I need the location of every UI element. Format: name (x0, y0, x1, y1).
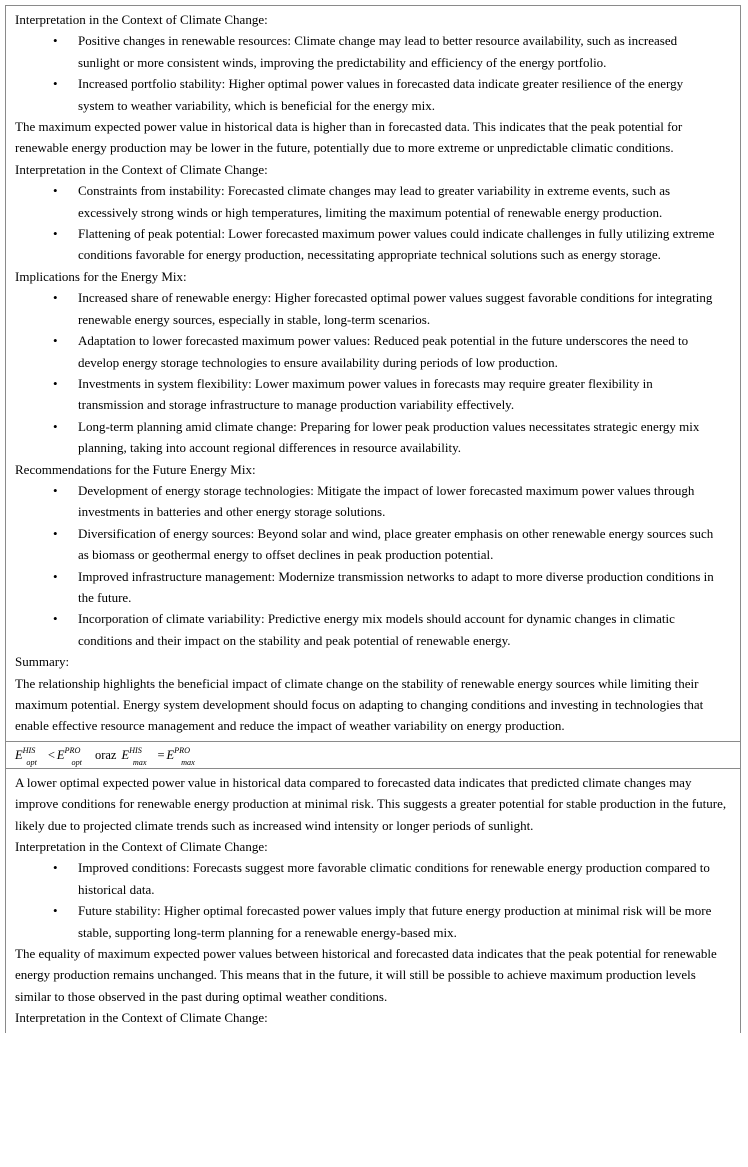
list-item-text: Constraints from instability: Forecasted climate changes may lead to greater variability in extreme events, such as excessively strong winds or high temperatures, limiting the maximum potential of renewable energy production. (78, 183, 671, 220)
formula-symbol-1: E (15, 747, 23, 762)
bullet-list (15, 480, 731, 651)
bullet-icon: • (53, 76, 58, 92)
formula-symbol-3: E (121, 747, 130, 762)
paragraph: The relationship highlights the beneficial impact of climate change on the stability of renewable energy sources while limiting their maximum potential. Energy system development should focus on adapting to changing conditions and investing in technologies that enable effective resource management and reduce the impact of weather variability on energy production. (15, 675, 704, 734)
paragraph: Summary: (15, 654, 70, 670)
list-item-text: Incorporation of climate variability: Predictive energy mix models should account for dynamic changes in climatic conditions and their impact on the stability and peak potential of renewable energy. (78, 611, 675, 648)
bullet-icon: • (53, 568, 58, 584)
formula-conjunction: oraz (94, 747, 117, 762)
list-item (15, 223, 731, 266)
formula-term-emaxpro (166, 745, 204, 768)
paragraph: Implications for the Energy Mix: (15, 268, 187, 284)
formula-operator-eq: = (157, 747, 165, 762)
list-item (15, 523, 731, 566)
table-cell-formula (6, 742, 740, 769)
list-item-text: Increased portfolio stability: Higher optimal power values in forecasted data indicate greater resilience of the energy system to weather variability, which is beneficial for the energy mix. (78, 76, 684, 113)
list-item (15, 287, 731, 330)
formula-term-emaxhis (121, 745, 155, 768)
formula-sub-2: opt (71, 758, 82, 768)
bullet-list (15, 180, 731, 266)
list-item (15, 73, 731, 116)
bullet-icon: • (53, 333, 58, 349)
list-item (15, 30, 731, 73)
formula-term-eoptpro (56, 745, 91, 768)
formula-sup-2: PRO (64, 745, 81, 755)
formula-symbol-2: E (56, 747, 65, 762)
formula-sup-3: HIS (129, 745, 142, 755)
list-item-text: Future stability: Higher optimal forecasted power values imply that future energy production at minimal risk will be more stable, supporting long-term planning for a renewable energy-based mix. (78, 903, 712, 940)
formula-sup-1: HIS (22, 745, 36, 755)
table-cell-section-one (6, 6, 740, 742)
list-item (15, 416, 731, 459)
bullet-icon: • (53, 860, 58, 876)
list-item-text: Improved conditions: Forecasts suggest more favorable climatic conditions for renewable energy production compared to historical data. (78, 860, 710, 897)
paragraph: Interpretation in the Context of Climate Change: (15, 161, 268, 177)
list-item-text: Flattening of peak potential: Lower forecasted maximum power values could indicate challenges in fully utilizing extreme conditions favorable for energy production, necessitating appropriate technical solutions such as energy storage. (78, 226, 715, 263)
paragraph: Recommendations for the Future Energy Mix: (15, 461, 256, 477)
document-table (5, 5, 741, 1033)
list-item (15, 857, 731, 900)
table-cell-section-two (6, 769, 740, 1033)
bullet-icon: • (53, 226, 58, 242)
list-item-text: Investments in system flexibility: Lower maximum power values in forecasts may require greater flexibility in transmission and storage infrastructure to manage production variability effectively. (78, 375, 653, 413)
bullet-icon: • (53, 290, 58, 306)
bullet-icon: • (53, 611, 58, 627)
bullet-icon: • (53, 903, 58, 919)
paragraph: The equality of maximum expected power values between historical and forecasted data indicates that the peak potential for renewable energy production remains unchanged. This means that in the future, it will still be possible to achieve maximum production levels similar to those observed in the past during optimal weather conditions. (15, 946, 717, 1004)
list-item (15, 480, 731, 523)
list-item-text: Adaptation to lower forecasted maximum power values: Reduced peak potential in the future underscores the need to develop energy storage technologies to ensure availability during periods of low production. (78, 333, 689, 370)
list-item (15, 566, 731, 609)
list-item (15, 900, 731, 943)
paragraph: Interpretation in the Context of Climate Change: (15, 12, 268, 27)
list-item (15, 180, 731, 223)
bullet-icon: • (53, 183, 58, 199)
bullet-icon: • (53, 482, 58, 498)
bullet-icon: • (53, 375, 58, 391)
paragraph: A lower optimal expected power value in historical data compared to forecasted data indicates that predicted climate changes may improve conditions for renewable energy production at minimal risk. This suggests a greater potential for stable production in the future, likely due to projected climate trends such as increased wind intensity or longer periods of sunlight. (15, 774, 727, 833)
formula-term-eopthis (15, 745, 46, 768)
paragraph: The maximum expected power value in historical data is higher than in forecasted data. This indicates that the peak potential for renewable energy production may be lower in the future, potentially due to more extreme or unpredictable climatic conditions. (15, 119, 683, 156)
list-item (15, 373, 731, 416)
formula-sub-4: max (181, 758, 195, 768)
formula-expression (15, 745, 731, 768)
paragraph: Interpretation in the Context of Climate Change: (15, 839, 268, 855)
bullet-list (15, 857, 731, 943)
list-item-text: Increased share of renewable energy: Higher forecasted optimal power values suggest favorable conditions for integrating renewable energy sources, especially in stable, long-term scenarios. (78, 290, 713, 327)
list-item-text: Positive changes in renewable resources: Climate change may lead to better resource availability, such as increased sunlight or more consistent winds, improving the predictability and efficiency of the energy portfolio. (78, 33, 678, 70)
list-item-text: Long-term planning amid climate change: Preparing for lower peak production values necessitates strategic energy mix planning, taking into account regional differences in resource availability. (78, 418, 700, 456)
list-item-text: Diversification of energy sources: Beyond solar and wind, place greater emphasis on other renewable energy sources such as biomass or geothermal energy to offset declines in peak production potential. (78, 525, 714, 563)
formula-operator-lt: < (47, 747, 55, 762)
bullet-list (15, 30, 731, 116)
formula-sub-3: max (132, 758, 147, 768)
bullet-list (15, 287, 731, 458)
bullet-icon: • (53, 525, 58, 541)
list-item-text: Development of energy storage technologies: Mitigate the impact of lower forecasted maximum power values through investments in batteries and other energy storage solutions. (78, 482, 695, 520)
list-item (15, 608, 731, 651)
formula-symbol-4: E (166, 747, 175, 762)
bullet-icon: • (53, 418, 58, 434)
bullet-icon: • (53, 33, 58, 49)
formula-sub-1: opt (26, 758, 37, 768)
formula-sup-4: PRO (174, 745, 191, 755)
list-item (15, 330, 731, 373)
list-item-text: Improved infrastructure management: Modernize transmission networks to adapt to more diverse production conditions in the future. (78, 568, 714, 605)
paragraph: Interpretation in the Context of Climate Change: (15, 1010, 268, 1026)
